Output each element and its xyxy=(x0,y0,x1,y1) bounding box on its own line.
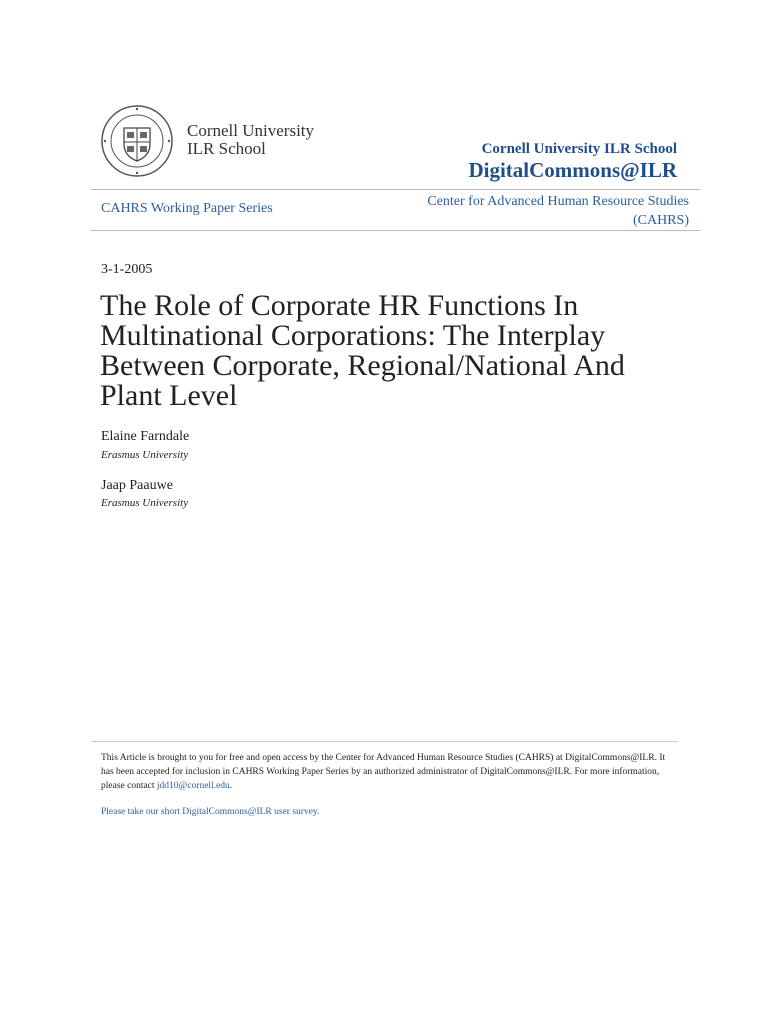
publication-date: 3-1-2005 xyxy=(101,262,153,277)
author-affiliation: Erasmus University xyxy=(101,497,189,509)
center-line-2[interactable]: (CAHRS) xyxy=(632,213,689,228)
top-divider xyxy=(91,189,700,190)
access-notice xyxy=(101,751,671,793)
institution-line-2: ILR School xyxy=(187,139,266,158)
paper-title: The Role of Corporate HR Functions In Multinational Corporations: The Interplay Between Corporate, Regional/National And Plant Level xyxy=(100,289,625,412)
digitalcommons-brand[interactable] xyxy=(468,140,677,182)
cornell-seal-icon xyxy=(100,104,174,178)
institution-name xyxy=(187,122,314,158)
notice-period: . xyxy=(229,781,233,791)
author-name: Jaap Paauwe xyxy=(101,478,173,493)
survey-link-block[interactable] xyxy=(101,807,319,817)
access-notice-text: This Article is brought to you for free and open access by the Center for Advanced Human Resource Studies (CAHRS) at DigitalCommons@ILR. It has been accepted for inclusion in CAHRS Working Paper Series by an authorized administrator of DigitalCommons@ILR. For more information, please contact xyxy=(101,753,666,791)
institution-line-1: Cornell University xyxy=(187,121,315,140)
bottom-divider xyxy=(91,230,700,231)
digitalcommons-name[interactable]: DigitalCommons@ILR xyxy=(468,158,677,182)
series-link[interactable]: CAHRS Working Paper Series xyxy=(101,201,273,216)
contact-email-link[interactable]: jdd10@cornell.edu xyxy=(156,781,230,791)
footer-divider xyxy=(91,741,678,742)
cornell-ilr-logo xyxy=(100,104,330,180)
digitalcommons-school[interactable]: Cornell University ILR School xyxy=(481,141,677,157)
author-affiliation: Erasmus University xyxy=(101,449,189,461)
survey-link[interactable]: Please take our short DigitalCommons@ILR user survey. xyxy=(101,807,320,817)
author-name: Elaine Farndale xyxy=(101,429,190,444)
center-line-1[interactable]: Center for Advanced Human Resource Studies xyxy=(427,194,689,209)
center-link[interactable] xyxy=(389,192,689,230)
